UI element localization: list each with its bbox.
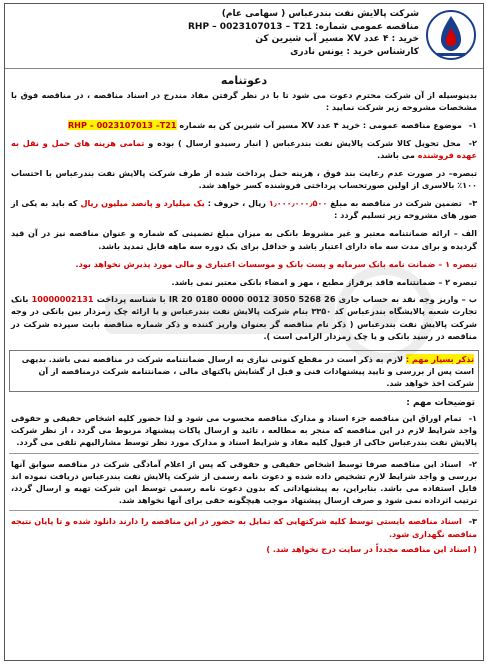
buyer-line: کارشناس خرید : یونس نادری: [290, 46, 419, 57]
delivery-note: تبصره– در صورت عدم رعایت بند فوق ، هزینه حمل پرداخت شده از طرف شرکت پالایش نفت بندرعباس با احتساب ۱۰۰٪ بالاسری از اولین صورتحساب پرداختی فروشنده کسر خواهد شد.: [11, 167, 477, 190]
tender-number-line: [188, 21, 419, 34]
explanation-item: [5, 515, 483, 555]
page-title: دعوتنامه: [220, 74, 268, 87]
item-red-text: تمامی هزینه های حمل و نقل به عهده فروشنده: [11, 138, 477, 161]
option-alef: الف – ارائه ضمانتنامه معتبر و غیر مشروط بانکی به میزان مبلغ تضمینی که شماره و عنوان مناقصه نیز در آن قید گردیده و برای مدت سه ماه دارای اعتبار باشد و حداقل برای یک دوره سه ماهه قابل تمدید باشد.: [11, 228, 477, 251]
company-name: شرکت پالایش نفت بندرعباس ( سهامی عام): [221, 9, 419, 19]
tender-number: RHP – 0023107013 – T21: [187, 21, 312, 32]
item-number: ۲-: [468, 458, 477, 469]
item-number: ۲-: [468, 138, 477, 149]
item-text: تضمین شرکت در مناقصه به مبلغ: [330, 198, 462, 209]
important-notice: [9, 350, 479, 392]
company-logo-icon: [425, 8, 477, 62]
note-two: تبصره ۲ – ضمانتنامه فاقد برفراز مطبع ، مهر و امضاء بانکی معتبر نمی باشد.: [171, 277, 477, 288]
explanation-text: اسناد این مناقصه صرفا توسط اشخاص حقیقی و حقوقی که پس از اعلام آمادگی شرکت در مناقصه سوابق آنها بررسی و واجد شرایط لازم تشخیص داده شده و دعوت نامه رسمی از شرکت پالایش نفت بندرعباس دریافت نموده اند قابل استفاده می باشد. بنابراین، به پیشنهاداتی که بدون دعوت نامه رسمی توسط این شرکت تهیه و ارسال گردد، ترتیب اثرداده نمی شود و صرف ارسال پیشنهاد موجب هیچگونه حقی برای آنها نخواهد شد.: [11, 458, 477, 506]
tender-label: مناقصه عمومی شماره:: [315, 21, 419, 32]
explanation-item: [5, 458, 483, 507]
explanation-subnote: ( اسناد این مناقصه مجدداً در سایت درج نخواهد شد. ): [266, 543, 477, 554]
iban-number: IR 20 0180 0000 0012 3050 5268 26: [168, 294, 336, 305]
purchase-line: خرید : ۴ عدد XV مسیر آب شیرین کن: [255, 34, 419, 44]
explanation-text: تمام اوراق این مناقصه جزء اسناد و مدارک مناقصه محسوب می شود و لذا حضور کلیه اشخاص حقیقی و حقوقی واجد شرایط لازم در این مناقصه که منجر به مطالعه ، تائید و ارسال پاکات پیشنهاد مربوط می گردد ، از نظر شرکت پالایش نفت بندرعباس حاکی از قبول کلیه مفاد و شرایط اسناد و مدارک مورد نظر توسط مشارالیهم تلقی می گردد.: [11, 413, 477, 448]
tender-code-highlight: RHP – 0023107013 –T21: [67, 120, 177, 130]
item-text: موضوع مناقصه عمومی : خرید ۴ عدد XV مسیر آب شیرین کن به شماره: [179, 120, 462, 130]
payment-id: 10000002131: [31, 294, 94, 305]
explanation-text: اسناد مناقصه بایستی توسط کلیه شرکتهایی که تمایل به حضور در این مناقصه را دارند دانلود شده و تا پایان نتیجه مناقصه نگهداری شود.: [11, 516, 477, 539]
item-text: که باید به یکی از صور های مشروحه زیر تسلیم گردد :: [11, 198, 477, 221]
intro-paragraph: بدینوسیله از آن شرکت محترم دعوت می شود تا با در نظر گرفتن مفاد مندرج در اسناد مناقصه ، در مناقصه فوق با مشخصات مشروحه زیر شرکت نمایید :: [11, 90, 477, 112]
item-text: می باشد.: [377, 150, 415, 161]
item-number: ۳-: [468, 516, 477, 527]
item-delivery: [5, 137, 483, 191]
divider: [9, 510, 479, 511]
item-text: محل تحویل کالا شرکت پالایش نفت بندرعباس ( انبار رسیدو ارسال ) بوده و: [148, 138, 461, 149]
option-be: [11, 293, 477, 342]
guarantee-amount: ۱٫۰۰۰٫۰۰۰٫۵۰۰: [268, 198, 328, 209]
option-be-text: بانک تجارت شعبه پالایشگاه بندرعباس کد ۳۳۵۰ بنام شرکت پالایش نفت بندرعباس و یا ارائه چک رمزدار بین بانکی در وجه شرکت پالایش نفت بندرعباس ( ذکر نام مناقصه گر بعنوان واریز کننده و ذکر شماره مناقصه بابت سپرده شرکت در مناقصه در رسید بانکی و یا چک رمزدار الزامی است ).: [11, 294, 478, 341]
explanation-item: [5, 412, 483, 449]
document-page: [4, 3, 484, 661]
notice-text: لازم به ذکر است در مقطع کنونی نیازی به ارسال ضمانتنامه شرکت در مناقصه نمی باشد. بدیهی است پس از بررسی و تایید پیشنهادات فنی و قبل از گشایش پاکتهای مالی ، ضمانتنامه شرکت درمناقصه از آن شرکت اخذ خواهد شد.: [21, 354, 474, 389]
guarantee-words: یک میلیارد و پانصد میلیون ریال: [80, 198, 205, 209]
letterhead: [5, 4, 483, 69]
explanations-title: توضیحات مهم :: [406, 398, 475, 409]
divider: [9, 453, 479, 454]
notice-label: تذکر بسیار مهم :: [405, 354, 474, 365]
item-number: ۱-: [468, 120, 477, 130]
item-guarantee: [5, 197, 483, 342]
item-subject: [5, 119, 483, 131]
item-text: ریال ، حروف :: [207, 198, 266, 209]
option-be-text: ب – واریز وجه نقد به حساب جاری: [338, 294, 477, 305]
option-be-text: با شناسه پرداخت: [96, 294, 166, 305]
item-number: ۳-: [468, 198, 478, 209]
item-number: ۱-: [468, 413, 477, 424]
note-one: تبصره ۱ – ضمانت نامه بانک سرمایه و پست بانک و موسسات اعتباری و مالی مورد پذیرش نخواهد بود.: [75, 258, 477, 269]
